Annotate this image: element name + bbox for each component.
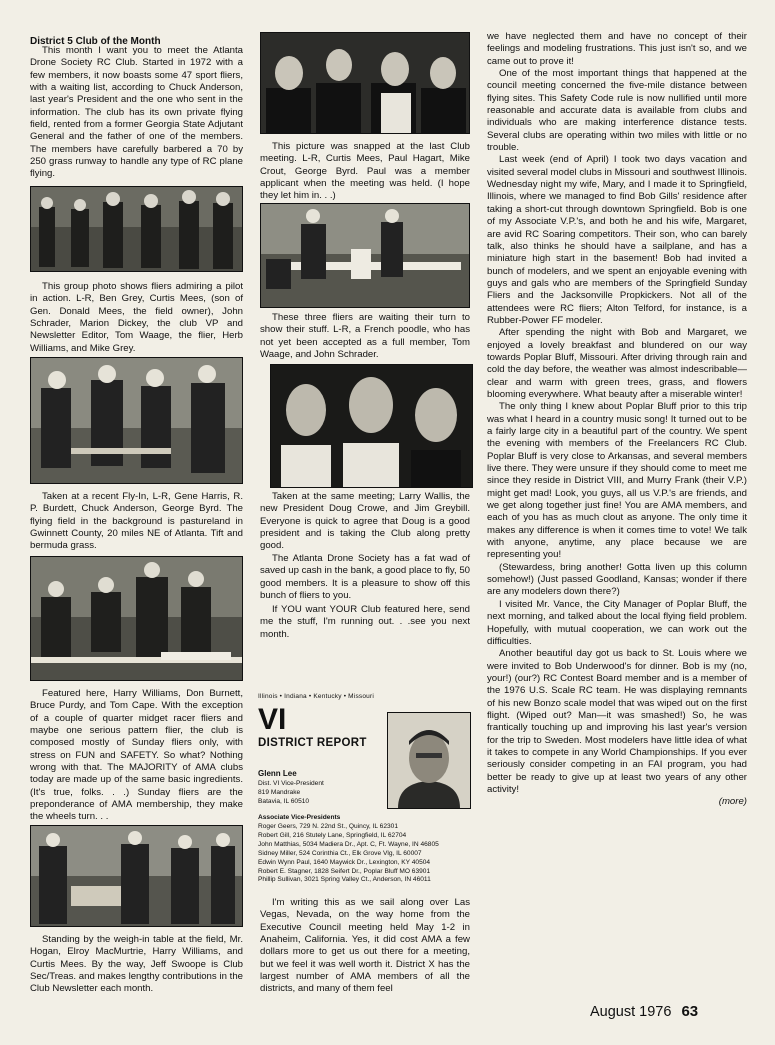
vp-name: Glenn Lee	[258, 769, 297, 778]
page-footer	[590, 1003, 698, 1020]
vp-portrait	[387, 712, 471, 809]
associate-vp: Phillip Sullivan, 3021 Spring Valley Ct., Anderson, IN 46011	[258, 876, 431, 884]
paragraph: (Stewardess, bring another! Gotta liven up this column somehow!) (Just passed Goodland, Kansas; wonder if there are any modelers down there?)	[487, 561, 747, 598]
caption-fliers-waiting: These three fliers are waiting their turn to show their stuff. L-R, a French poodle, who has not yet been accepted as a full member, Tom Waage, and John Schrader.	[260, 312, 470, 361]
associate-vp: Edwin Wynn Paul, 1640 Maywick Dr., Lexington, KY 40504	[258, 858, 431, 866]
associate-vps-heading: Associate Vice-Presidents	[258, 814, 341, 821]
associate-vp: Sidney Miller, 524 Corinthia Ct., Elk Grove Vlg, IL 60007	[258, 849, 422, 857]
meeting-closeup-photo	[270, 364, 473, 488]
associate-vp: Robert E. Stagner, 1828 Seifert Dr., Poplar Bluff MO 63901	[258, 867, 431, 875]
paragraph: we have neglected them and have no concept of their feelings and modeling frustrations. This just isn't so, and we came out to prove it!	[487, 31, 747, 67]
members-planes-photo	[30, 556, 243, 681]
associate-vp: Roger Geers, 729 N. 22nd St., Quincy, IL 62301	[258, 823, 399, 830]
paragraph: The only thing I knew about Poplar Bluff prior to this trip was what I heard in a country music song! It turned out to be a fairly large city in a beautiful part of the country. We spent the evening with members of the Freelancers RC Club. Poplar Bluff is very close to Arkansas, and several members live there. They were unsure if they should come to meet me since they reside in District VIII, and Murry Frank (their V.P.) might get mad! Look, you guys, all us V.P.'s are friends, and we get along together just fine! You are AMA members, and each of you has as much clout as anyone. The only time it makes any difference is when it comes time to vote! We talk with anyone, anytime, any place because we are representing you!	[487, 401, 747, 561]
paragraph: I visited Mr. Vance, the City Manager of Poplar Bluff, the next morning, and talked about the local flying field problem. Hopefully, with mutual cooperation, we can work out the difficulties.	[487, 598, 747, 647]
page-number: 63	[681, 1003, 699, 1020]
paragraph-writing: I'm writing this as we sail along over Las Vegas, Nevada, on the way home from the Executive Council meeting held May 1-2 in Anaheim, California. Yes, it did cost AMA a few dollars more to get us out there for a meeting, but we feel it was well worth it. District X has the largest number of AMA members of all the districts, and many of them feel	[260, 897, 470, 995]
vp-title: Dist. VI Vice-President	[258, 780, 324, 787]
club-meeting-photo	[260, 32, 470, 134]
club-heading: District 5 Club of the Month	[30, 36, 161, 47]
associate-vps-list	[258, 823, 473, 885]
paragraph: Another beautiful day got us back to St. Louis where we were invited to Bob Underwood's for dinner. Bob is my (no, your!) (our?) RC Contest Board member and is a member of the 1976 U.S. Scale RC team. He was displaying remnants of his new Bonzo scale model that was wiped out on the first flight. (Wiped out? Man—it was smashed!) So, he was frantically touching up and improving his last year's version for the trip to Sweden. Most modelers have little idea of what it takes to compete in any World Championships. If you ever seriously consider competing in an FAI program, you had better be ready to give up at least two years of any other activity!	[487, 648, 747, 795]
weigh-in-photo	[30, 825, 243, 927]
district-report-body	[487, 31, 747, 809]
club-intro-paragraph: This month I want you to meet the Atlanta Drone Society RC Club. Started in 1972 with a few members, it now boasts some 47 sport fliers, with a waiting list, according to Chuck Anderson, last year's President and the one who sent in the information. The club has its own private flying field, rented from a former Georgia State Adjutant General and the father of one of the members. The members have carefully barbered a 70 by 250 grass runway to handle any type of RC plane flying.	[30, 45, 243, 180]
fliers-waiting-photo	[260, 203, 470, 308]
caption-weigh-in: Standing by the weigh-in table at the field, Mr. Hogan, Elroy MacMurtrie, Harry Williams, and Curtis Mees. By the way, Jeff Swoope is Club Sec/Treas. and makes lengthy contributions in the Club Newsletter each month.	[30, 934, 243, 995]
paragraph: After spending the night with Bob and Margaret, we enjoyed a lovely breakfast and blundered on our way towards Poplar Bluff, Missouri. After driving through rain and cold the day before, the weather was almost indescribable—clear and warm with green trees, grass, and flowers blooming everywhere. What beauty after a miserable winter!	[487, 327, 747, 400]
paragraph-fat-wad: The Atlanta Drone Society has a fat wad of saved up cash in the bank, a good place to fly, 50 good members. It is a pleasure to show off this bunch of fliers to you.	[260, 553, 470, 602]
caption-group-photo: This group photo shows fliers admiring a pilot in action. L-R, Ben Grey, Curtis Mees, (son of Gen. Donald Mees, the field owner), John Schrader, Marion Dickey, the club VP and Newsletter Editor, Tom Waage, the flier, Herb Williams, and Mike Grey.	[30, 281, 243, 354]
paragraph-feature-request: If YOU want YOUR Club featured here, send me the stuff, I'm running out. . .see you next month.	[260, 604, 470, 640]
paragraph: Last week (end of April) I took two days vacation and visited several model clubs in Missouri and southwest Illinois. Wednesday night my wife, Mary, and I made it to Springfield, Illinois, where we managed to find Bob Gills' residence after taking a short-cut through downtown Springfield. Bob is one of my Associate V.P.'s, and both he and his wife, Margaret, are avid RC Soaring competitors. Their son, who can barely talk, also thinks he should have a sailplane, and has a miniature high start in the basement! Bob had invited a bunch of modelers, and we spent an enjoyable evening with guys and gals who are members of the Springfield Sunday Fliers and the Jacksonville Propkickers. Not all of the attendees were RC fliers; Alton Telford, for instance, is a Rubber-Power FF modeler.	[487, 154, 747, 326]
vp-address-1: 819 Mandrake	[258, 789, 301, 796]
district-report-title: DISTRICT REPORT	[258, 737, 367, 749]
paragraph: One of the most important things that happened at the council meeting concerned the five-mile distance between flying sites. This Safety Code rule is now nullified until more reasonable and accurate data is available from clubs and individuals who are making interference distance tests. Several clubs are operating within two miles with little or no trouble.	[487, 68, 747, 154]
caption-fly-in-photo: Taken at a recent Fly-In, L-R, Gene Harris, R. P. Burdett, Chuck Anderson, George Byrd. The flying field in the background is pastureland in Gwinnett County, 20 miles NE of Atlanta. Tift and bermuda grass.	[30, 491, 243, 552]
district-number: VI	[258, 703, 287, 736]
group-photo	[30, 186, 243, 272]
district-states: Illinois • Indiana • Kentucky • Missouri	[258, 693, 374, 700]
associate-vp: John Matthias, 5034 Madiera Dr., Apt. C, Ft. Wayne, IN 46805	[258, 840, 439, 848]
fly-in-photo	[30, 357, 243, 484]
vp-address-2: Batavia, IL 60510	[258, 798, 310, 805]
issue-date: August 1976	[590, 1004, 672, 1020]
caption-club-meeting: This picture was snapped at the last Club meeting. L-R, Curtis Mees, Paul Hagart, Mike Crout, George Byrd. Paul was a member applicant when the meeting was held. (I hope they let him in. . .)	[260, 141, 470, 202]
continued-marker: (more)	[718, 796, 747, 808]
caption-meeting-closeup: Taken at the same meeting; Larry Wallis, the new President Doug Crowe, and Jim Greybill. Everyone is quick to agree that Doug is a good president and is taking the Club along pretty good.	[260, 491, 470, 552]
caption-sunday-fliers: Featured here, Harry Williams, Don Burnett, Bruce Purdy, and Tom Cape. With the exception of a couple of quarter midget racer fliers and maybe one serious pattern flier, the club is composed mostly of Sunday fliers only, with stress on FUN and SAFETY. So what? Nothing wrong with that. The MAJORITY of AMA clubs today are made up of the same basic ingredients. (It's true, folks. . .) Sunday fliers are the preponderance of AMA membership, they make the wheels turn. . .	[30, 688, 243, 823]
associate-vp: Robert Gill, 216 Stutely Lane, Springfield, IL 62704	[258, 831, 407, 839]
